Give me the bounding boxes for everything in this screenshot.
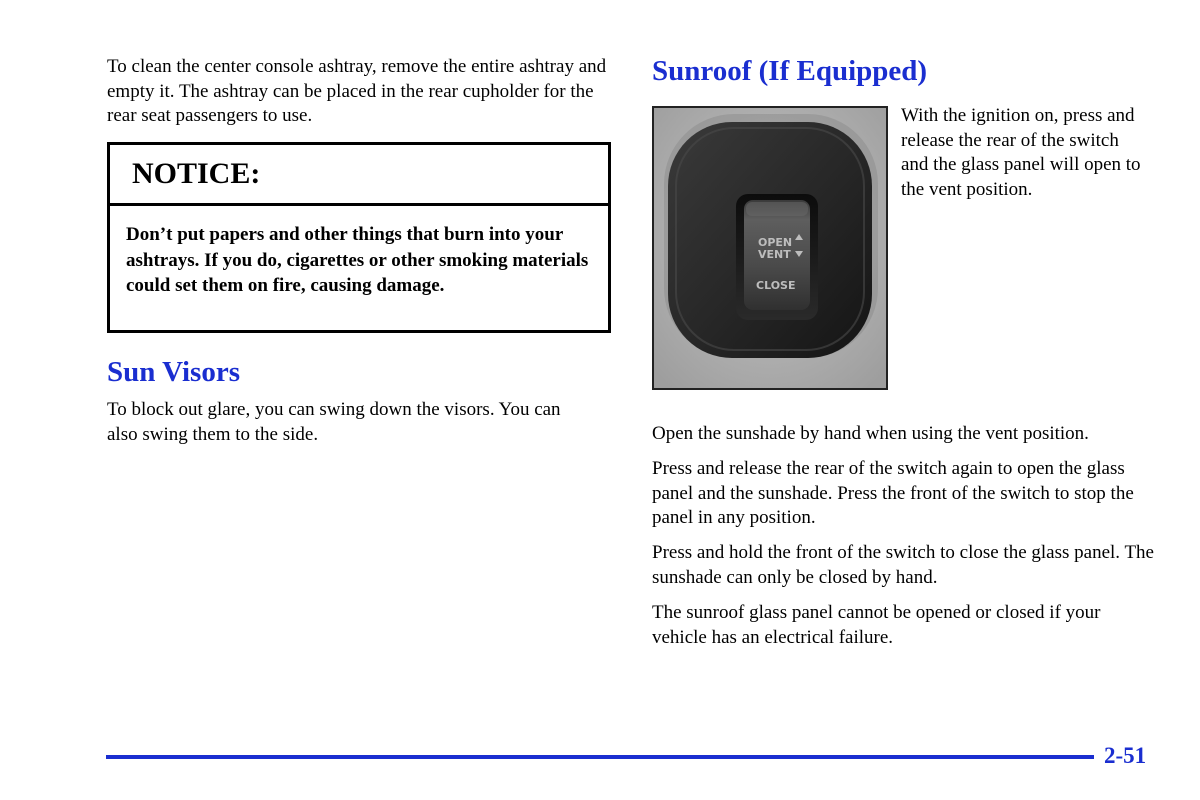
sunroof-switch-photo: [652, 106, 888, 390]
notice-title: NOTICE:: [110, 145, 608, 206]
sunroof-paragraph-1: Open the sunshade by hand when using the vent position.: [652, 423, 1089, 444]
sunroof-caption: With the ignition on, press and release the rear of the switch and the glass panel will open to the vent position.: [901, 105, 1141, 200]
switch-label-vent: VENT: [758, 248, 791, 261]
notice-body: Don’t put papers and other things that burn into your ashtrays. If you do, cigarettes or other smoking materials could set them on fire, causing damage.: [126, 224, 589, 296]
switch-label-open: OPEN: [758, 236, 793, 249]
page-number: 2-51: [1104, 743, 1147, 768]
ashtray-paragraph: To clean the center console ashtray, remove the entire ashtray and empty it. The ashtray can be placed in the rear cupholder for the rear seat passengers to use.: [107, 56, 607, 126]
switch-label-close: CLOSE: [756, 279, 796, 292]
sunroof-paragraph-3: Press and hold the front of the switch to close the glass panel. The sunshade can only be closed by hand.: [652, 542, 1154, 588]
sunroof-paragraph-2: Press and release the rear of the switch again to open the glass panel and the sunshade. Press the front of the switch to stop the panel in any position.: [652, 458, 1134, 528]
sun-visors-heading: Sun Visors: [107, 356, 240, 388]
sunroof-paragraph-4: The sunroof glass panel cannot be opened or closed if your vehicle has an electrical failure.: [652, 602, 1101, 648]
sunroof-heading: Sunroof (If Equipped): [652, 55, 928, 87]
sun-visors-paragraph: To block out glare, you can swing down the visors. You can also swing them to the side.: [107, 399, 561, 445]
notice-box: [107, 142, 611, 333]
footer-rule: [106, 755, 1094, 759]
